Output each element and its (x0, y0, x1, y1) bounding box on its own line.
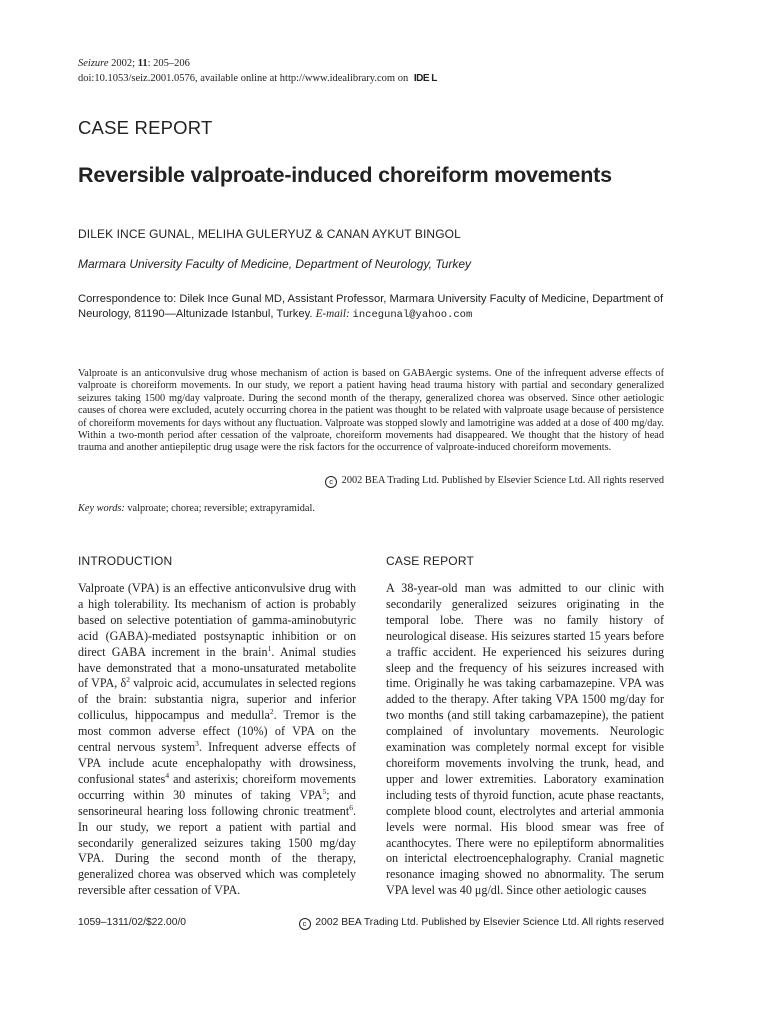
reference-1: 1 (267, 643, 272, 653)
keywords (78, 503, 315, 514)
article-title: Reversible valproate-induced choreiform movements (78, 163, 612, 187)
ideal-logo: IDE L (413, 73, 437, 84)
introduction-column (78, 581, 356, 899)
reference-5: 5 (322, 786, 327, 796)
copyright-icon: c (299, 918, 311, 930)
journal-volume: 11 (137, 58, 148, 69)
reference-6: 6 (349, 802, 353, 812)
abstract-copyright-text: 2002 BEA Trading Ltd. Published by Elsevier Science Ltd. All rights reserved (341, 475, 664, 486)
journal-citation (78, 56, 437, 86)
reference-3: 3 (195, 739, 199, 749)
issn-code: 1059–1311/02/$22.00/0 (78, 917, 187, 928)
copyright-icon: c (325, 476, 337, 488)
footer-copyright (299, 917, 664, 930)
keywords-label: Key words: (78, 503, 125, 514)
abstract-copyright (325, 475, 664, 488)
reference-4: 4 (165, 770, 170, 780)
abstract: Valproate is an anticonvulsive drug whose mechanism of action is based on GABAergic systems. One of the infrequent adverse effects of valproate is choreiform movements. In our study, we report a patient having head trauma history with partial and secondary generalized seizures taking 1500 mg/day valproate. During the second month of the therapy, generalized chorea was observed. Since other aetiologic causes of chorea were excluded, acutely occurring chorea in the patient was thought to be related with valproate usage because of persistence of choreiform movements for days without any fluctuation. Valproate was stopped slowly and lamotrigine was added at a dose of 400 mg/day. Within a two-month period after cessation of the valproate, choreiform movements had disappeared. We thought that the history of head trauma and another antiepileptic drug usage were the risk factors for the occurrence of valproate-induced choreiform movements. (78, 368, 664, 454)
author-list: DILEK INCE GUNAL, MELIHA GULERYUZ & CANAN AYKUT BINGOL (78, 227, 461, 241)
case-report-paragraph: A 38-year-old man was admitted to our clinic with secondarily generalized seizures originating in the temporal lobe. There was no family history of neurological disease. His seizures started 15 years before a traffic accident. He experienced his seizures during sleep and the frequency of his seizures increased with time. Originally he was taking carbamazepine. VPA was added to the therapy. After taking VPA 1500 mg/day for two months (and still taking carbamazepine), the patient complained of involuntary movements. Neurologic examination was completely normal except for visible choreiform movements involving the trunk, head, and upper and lower extremities. Laboratory examination including tests of thyroid function, acute phase reactants, complete blood count, electrolytes and arterial ammonia levels were normal. His blood smear was free of acanthocytes. There were no epileptiform abnormalities on interictal electroencephalography. Cranial magnetic resonance imaging showed no abnormality. The serum VPA level was 40 μg/dl. Since other aetiologic causes (386, 581, 664, 898)
case-report-heading: CASE REPORT (386, 554, 474, 568)
journal-name: Seizure (78, 58, 109, 69)
correspondence: Correspondence to: Dilek Ince Gunal MD, Assistant Professor, Marmara University Faculty of Medicine, Department of Neurology, 81190—Altunizade Istanbul, Turkey. E-mail: incegunal@yahoo.com (78, 293, 664, 321)
reference-2: 2 (269, 707, 274, 717)
delta-superscript: 2 (126, 675, 130, 685)
journal-pages: : 205–206 (147, 58, 190, 69)
doi-line: doi:10.1053/seiz.2001.0576, available online at http://www.idealibrary.com on (78, 73, 409, 84)
email-label: E-mail (315, 307, 347, 320)
footer-copyright-text: 2002 BEA Trading Ltd. Published by Elsevier Science Ltd. All rights reserved (315, 917, 664, 928)
article-type-label: CASE REPORT (78, 117, 213, 138)
introduction-paragraph: Valproate (VPA) is an effective anticonvulsive drug with a high tolerability. Its mechanism of action is probably based on selective potentiation of gamma-aminobutyric acid (GABA)-mediated postsynaptic inhibition or on direct GABA increment in the brain$^1$. Animal studies have demonstrated that a mono-unsaturated metabolite of VPA, $\delta^2$ valproic acid, accumulates in selected regions of the brain: substantia nigra, superior and inferior colliculus, hippocampus and medulla$^2$. Tremor is the most common adverse effect (10%) of VPA on the central nervous system$^3$. Infrequent adverse effects of VPA include acute encephalopathy with drowsiness, confusional states$^4$ and asterixis; choreiform movements occurring within 30 minutes of taking VPA$^5$; and sensorineural hearing loss following chronic treatment$^6$. In our study, we report a patient with partial and secondarily generalized seizures taking 1500 mg/day VPA. During the second month of the therapy, generalized chorea was observed which was completely reversible after cessation of VPA. (78, 581, 356, 898)
email-address: incegunal@yahoo.com (352, 308, 473, 321)
introduction-heading: INTRODUCTION (78, 554, 173, 568)
keywords-text: valproate; chorea; reversible; extrapyramidal. (127, 503, 315, 514)
affiliation: Marmara University Faculty of Medicine, Department of Neurology, Turkey (78, 257, 472, 271)
case-report-column (386, 581, 664, 899)
correspondence-text: Correspondence to: Dilek Ince Gunal MD, Assistant Professor, Marmara University Faculty of Medicine, Department of Neurology, 81190—Altunizade Istanbul, Turkey. (78, 293, 664, 320)
journal-year: 2002; (111, 58, 136, 69)
